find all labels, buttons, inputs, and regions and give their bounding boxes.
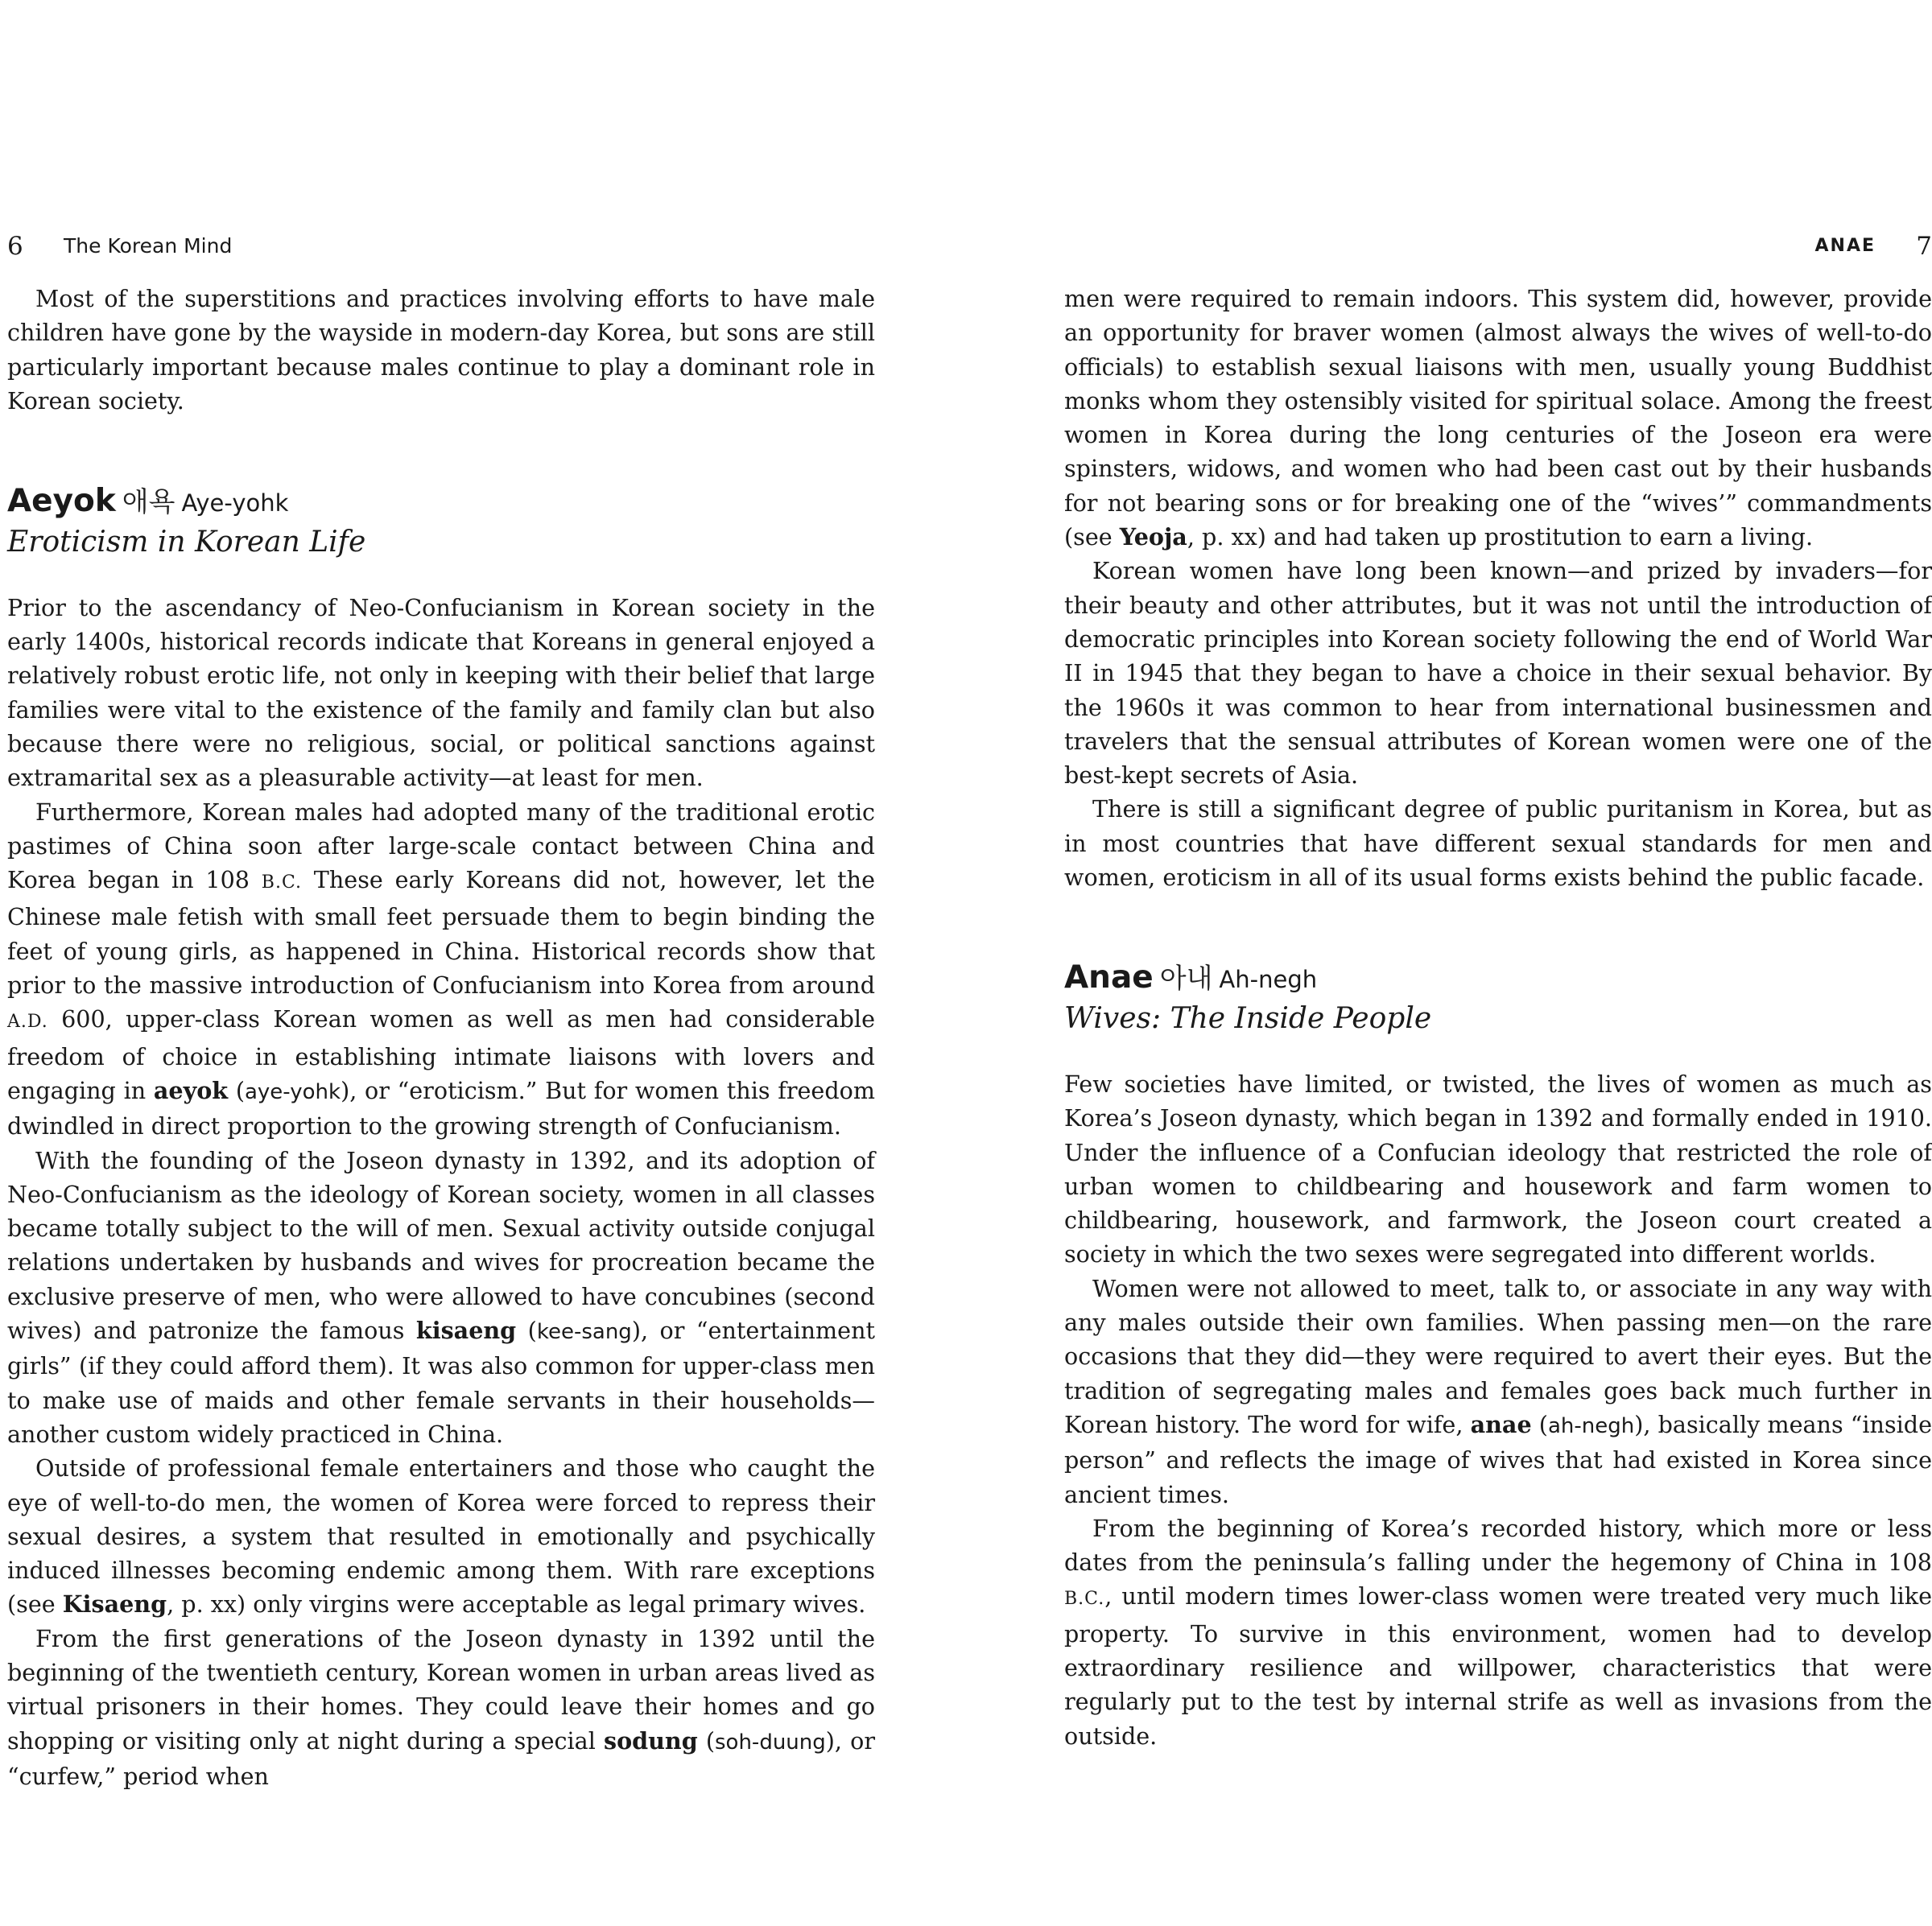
paragraph: men were required to remain indoors. This system did, however, provide an opportunity for braver women (almost always the wives of well-to-do officials) to establish sexual liaisons with men, usually young Buddhist monks whom they ostensibly visited for spiritual solace. Among the freest women in Korea during the long centuries of the Joseon era were spinsters, widows, and women who had been cast out by their husbands for not bearing sons or for breaking one of the “wives’” commandments (see Yeoja, p. xx) and had taken up prostitution to earn a living. [1064,285,1932,551]
pronunciation-gloss: soh-duung [715,1730,826,1755]
entry-anae [1064,959,1932,1036]
paragraph: Furthermore, Korean males had adopted many of the traditional erotic pastimes of China soon after large-scale contact between China and Korea began in 108 B.C. These early Koreans did not, however, let the Chinese male fetish with small feet persuade them to begin binding the feet of young girls, as happened in China. Historical records show that prior to the massive introduction of Confucianism into Korea from around A.D. 600, upper-class Korean women as well as men had considerable freedom of choice in establishing intimate liaisons with lovers and engaging in aeyok (aye-yohk), or “eroticism.” But for women this freedom dwindled in direct proportion to the growing strength of Confucianism. [7,798,875,1140]
paragraph: From the beginning of Korea’s recorded history, which more or less dates from the peninsula’s falling under the hegemony of China in 108 B.C., until modern times lower-class women were treated very much like property. To survive in this environment, women had to develop extraordinary resilience and willpower, characteristics that were regularly put to the test by internal strife as well as invasions from the outside. [1064,1514,1932,1750]
running-head-left [7,227,875,266]
entry-hangul: 애욕 [122,486,175,519]
paragraph: Outside of professional female entertainers and those who caught the eye of well-to-do men, the women of Korea were forced to repress their sexual desires, a system that resulted in emotionally and psychically induced illnesses becoming endemic among them. With rare exceptions (see Kisaeng, p. xx) only virgins were acceptable as legal primary wives. [7,1454,875,1619]
entry-pronunciation: Ah-negh [1219,966,1318,994]
term: kisaeng [415,1317,517,1345]
term: sodung [603,1726,698,1755]
paragraph: Few societies have limited, or twisted, the lives of women as much as Korea’s Joseon dynasty, which began in 1392 and formally ended in 1910. Under the influence of a Confucian ideology that restricted the role of urban women to childbearing and housework and farm women to childbearing, housework, and farmwork, the Joseon court created a society in which the two sexes were segregated into different worlds. [1064,1070,1932,1268]
aeyok-body [7,591,875,1793]
pronunciation-gloss: aye-yohk [244,1079,341,1104]
right-page [1064,227,1932,1753]
entry-heading [7,483,875,520]
pronunciation-gloss: ah-negh [1547,1413,1635,1438]
intro-paragraph: Most of the superstitions and practices involving efforts to have male children have gone by the wayside in modern-day Korea, but sons are still particularly important because males continue to play a dominant role in Korean society. [7,285,875,414]
entry-subtitle: Eroticism in Korean Life [7,526,366,559]
entry-term: Anae [1064,959,1154,996]
paragraph: From the first generations of the Joseon dynasty in 1392 until the beginning of the twentieth century, Korean women in urban areas lived as virtual prisoners in their homes. They could leave their homes and go shopping or visiting only at night during a special sodung (soh-duung), or “curfew,” period when [7,1624,876,1790]
term: anae [1470,1410,1532,1438]
entry-term: Aeyok [7,483,116,520]
running-head-right [1064,227,1932,266]
running-title: ANAE [1814,236,1876,256]
left-page [7,227,875,1793]
cross-reference: Kisaeng [62,1590,167,1619]
pronunciation-gloss: kee-sang [536,1320,632,1345]
page-number: 7 [1916,232,1932,261]
paragraph: Korean women have long been known—and prized by invaders—for their beauty and other attributes, but it was not until the introduction of democratic principles into Korean society following the end of World War II in 1945 that they began to have a choice in their sexual behavior. By the 1960s it was common to hear from international businessmen and travelers that the sensual attributes of Korean women were one of the best-kept secrets of Asia. [1064,557,1932,790]
paragraph: There is still a significant degree of public puritanism in Korea, but as in most countries that have different sexual standards for men and women, eroticism in all of its usual forms exists behind the public facade. [1064,795,1932,892]
paragraph: Prior to the ascendancy of Neo-Confucianism in Korean society in the early 1400s, historical records indicate that Koreans in general enjoyed a relatively robust erotic life, not only in keeping with their belief that large families were vital to the existence of the family and family clan but also because there were no religious, social, or political sanctions against extramarital sex as a pleasurable activity—at least for men. [7,593,875,792]
paragraph: With the founding of the Joseon dynasty in 1392, and its adoption of Neo-Confucianism as the ideology of Korean society, women in all classes became totally subject to the will of men. Sexual activity outside conjugal relations undertaken by husbands and wives for procreation became the exclusive preserve of men, who were allowed to have concubines (second wives) and patronize the famous kisaeng (kee-sang), or “entertainment girls” (if they could afford them). It was also common for upper-class men to make use of maids and other female servants in their households—another custom widely practiced in China. [7,1146,876,1448]
entry-heading [1064,959,1932,996]
left-body [7,282,875,418]
running-title: The Korean Mind [64,234,233,258]
entry-pronunciation: Aye-yohk [181,489,289,518]
right-body [1064,282,1932,894]
cross-reference: Yeoja [1119,523,1187,551]
entry-subtitle: Wives: The Inside People [1064,1002,1432,1036]
entry-hangul: 아내 [1159,963,1213,996]
page-number: 6 [7,232,23,261]
entry-aeyok [7,485,875,559]
paragraph: Women were not allowed to meet, talk to, or associate in any way with any males outside their own families. When passing men—on the rare occasions that they did—they were required to avert their eyes. But the tradition of segregating males and females goes back much further in Korean history. The word for wife, anae (ah-negh), basically means “inside person” and reflects the image of wives that had existed in Korea since ancient times. [1064,1274,1932,1508]
anae-body [1064,1067,1932,1753]
term: aeyok [153,1076,229,1104]
